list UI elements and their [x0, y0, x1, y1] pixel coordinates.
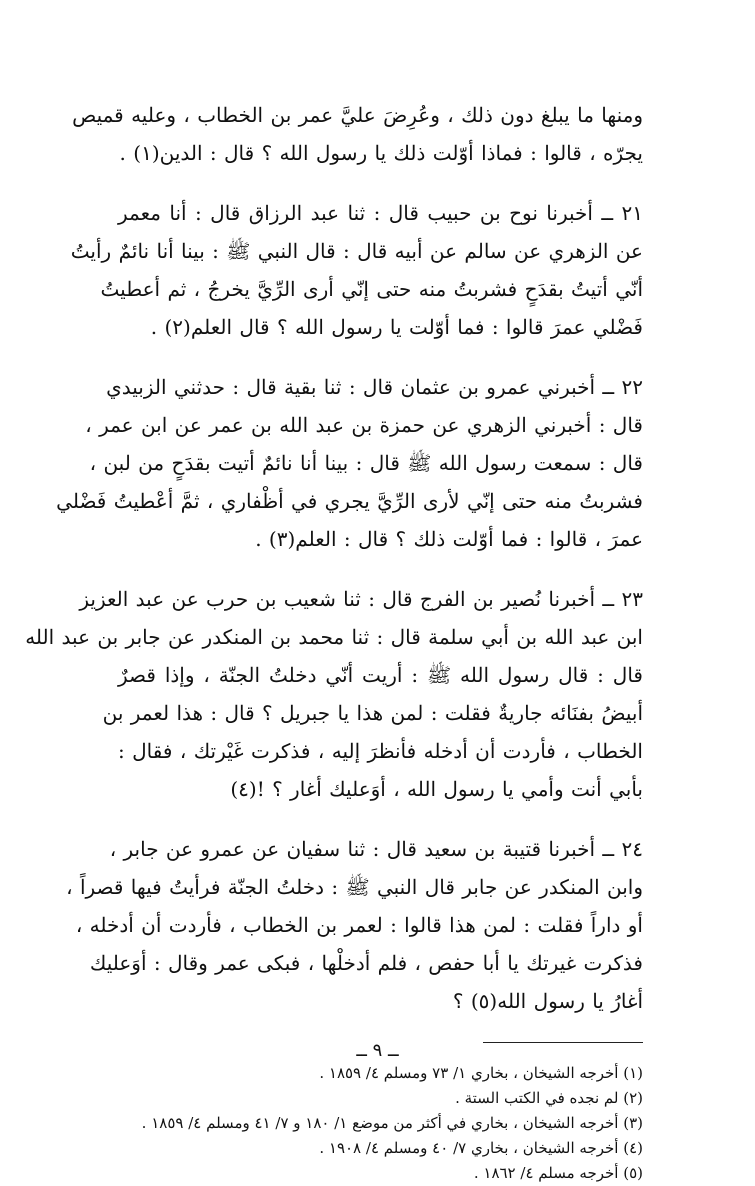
text-line: ٢٣ ــ أخبرنا نُصير بن الفرج قال : ثنا شعيب بن حرب عن عبد العزيز [79, 587, 643, 611]
text-line: فذكرت غيرتك يا أبا حفص ، فلم أدخلْها ، فبكى عمر وقال : أوَعليك [89, 951, 643, 975]
text-line: وابن المنكدر عن جابر قال النبي ﷺ : دخلتُ الجنّة فرأيتُ فيها قصراً ، [66, 875, 643, 899]
footnote: (٣) أخرجه الشيخان ، بخاري في أكثر من موضع ١/ ١٨٠ و ٧/ ٤١ ومسلم ٤/ ١٨٥٩ . [141, 1114, 643, 1132]
text-line: قال : أخبرني الزهري عن حمزة بن عبد الله بن عمر عن ابن عمر ، [85, 413, 643, 437]
text-line: ٢٤ ــ أخبرنا قتيبة بن سعيد قال : ثنا سفيان عن عمرو عن جابر ، [109, 837, 643, 861]
text-line: الخطاب ، فأردت أن أدخله فأنظرَ إليه ، فذكرت غَيْرتك ، فقال : [118, 739, 643, 763]
text-line: قال : سمعت رسول الله ﷺ قال : بينا أنا نائمٌ أتيت بقدَحٍ من لبن ، [89, 451, 643, 475]
text-line: ٢١ ــ أخبرنا نوح بن حبيب قال : ثنا عبد الرزاق قال : أنا معمر [118, 201, 643, 225]
text-line: أغارُ يا رسول الله(٥) ؟ [452, 989, 643, 1013]
text-line: ومنها ما يبلغ دون ذلك ، وعُرِضَ عليَّ عمر بن الخطاب ، وعليه قميص [72, 103, 643, 127]
text-line: عن الزهري عن سالم عن أبيه قال : قال النبي ﷺ : بينا أنا نائمٌ رأيتُ [70, 239, 643, 263]
paragraph [66, 830, 643, 1020]
paragraph [72, 96, 643, 172]
footnote: (١) أخرجه الشيخان ، بخاري ١/ ٧٣ ومسلم ٤/ ١٨٥٩ . [319, 1064, 643, 1082]
text-line: ٢٢ ــ أخبرني عمرو بن عثمان قال : ثنا بقية قال : حدثني الزبيدي [106, 375, 643, 399]
text-line: يجرّه ، قالوا : فماذا أوّلت ذلك يا رسول الله ؟ قال : الدين(١) . [119, 141, 643, 165]
paragraph [25, 580, 643, 808]
text-line: قال : قال رسول الله ﷺ : أريت أنّي دخلتُ الجنّة ، وإذا قصرٌ [118, 663, 643, 687]
text-line: بأبي أنت وأمي يا رسول الله ، أوَعليك أغار ؟ !(٤) [230, 777, 643, 801]
paragraph [56, 368, 643, 558]
footnote: (٤) أخرجه الشيخان ، بخاري ٧/ ٤٠ ومسلم ٤/ ١٩٠٨ . [319, 1139, 643, 1157]
text-line: أنّي أتيتُ بقدَحٍ فشربتُ منه حتى إنّي أرى الرِّيَّ يخرجُ ، ثم أعطيتُ [100, 277, 643, 301]
text-line: أو داراً فقلت : لمن هذا قالوا : لعمر بن الخطاب ، فأردت أن أدخله ، [75, 913, 643, 937]
text-line: فَضْلي عمرَ قالوا : فما أوّلت يا رسول الله ؟ قال العلم(٢) . [150, 315, 643, 339]
text-line: ابن عبد الله بن أبي سلمة قال : ثنا محمد بن المنكدر عن جابر بن عبد الله [25, 625, 643, 649]
paragraph [70, 194, 643, 346]
page-number: ــ ٩ ــ [356, 1040, 399, 1061]
body-text [25, 96, 643, 1020]
text-line: عمرَ ، قالوا : فما أوّلت ذلك ؟ قال : العلم(٣) . [255, 527, 643, 551]
footnote: (٢) لم نجده في الكتب الستة . [455, 1089, 643, 1107]
footnote: (٥) أخرجه مسلم ٤/ ١٨٦٢ . [473, 1164, 643, 1182]
text-line: فشربتُ منه حتى إنّي لأرى الرِّيَّ يجري في أظْفاري ، ثمَّ أعْطيتُ فَضْلي [56, 489, 643, 513]
footnotes [118, 1061, 643, 1186]
text-line: أبيضُ بفنَائه جاريةٌ فقلت : لمن هذا يا جبريل ؟ قال : هذا لعمر بن [102, 701, 643, 725]
